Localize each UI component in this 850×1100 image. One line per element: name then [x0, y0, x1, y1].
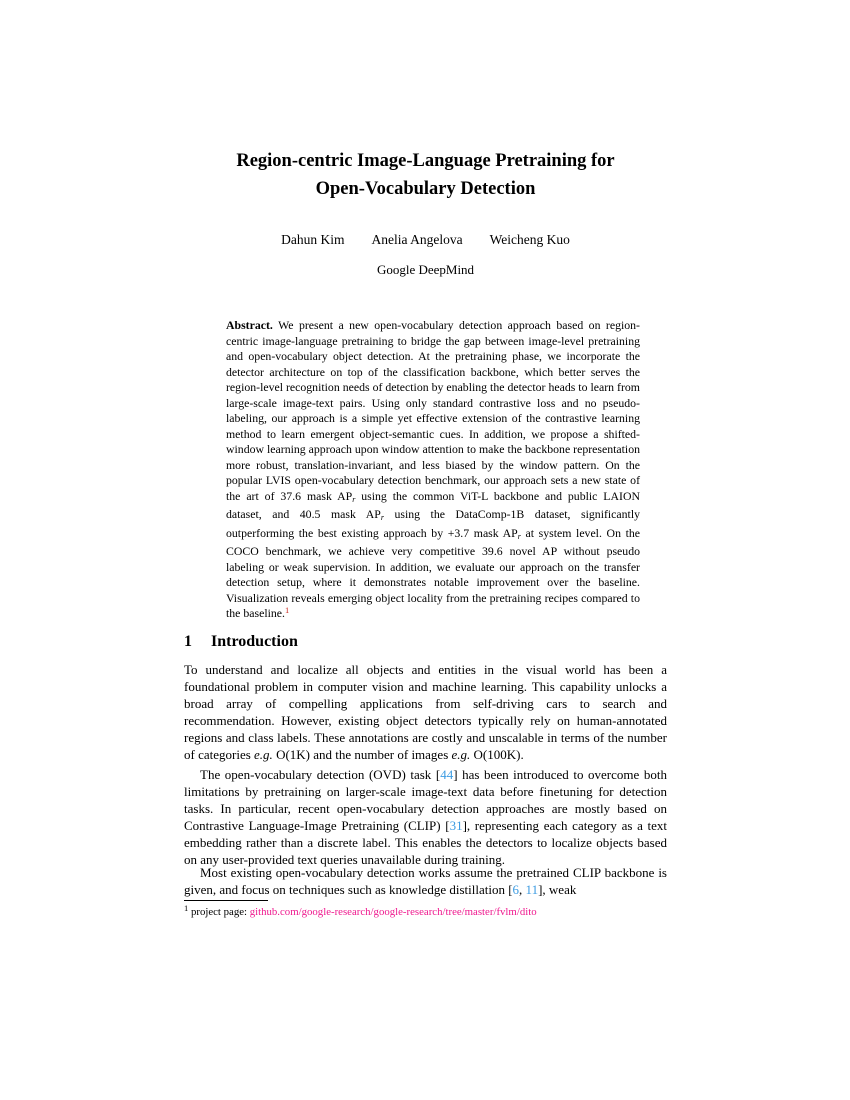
abstract-label: Abstract. [226, 318, 273, 332]
paragraph-text: , [519, 882, 526, 897]
project-page-link[interactable]: github.com/google-research/google-research/tree/master/fvlm/dito [249, 906, 537, 918]
paper-title [184, 147, 667, 203]
footnote-marker: 1 [184, 903, 189, 913]
section-heading-introduction [184, 632, 667, 652]
footnote-rule [184, 900, 268, 901]
footnote-reference-link[interactable]: 1 [284, 605, 290, 615]
intro-paragraph-2 [184, 766, 667, 868]
paragraph-text: ], representing each category as a text embedding rather than a discrete label. This enables the detectors to localize objects based on any user-provided text queries unavailable during training. [184, 818, 668, 867]
paper-title-line1: Region-centric Image-Language Pretraining for [236, 151, 615, 171]
author-name: Dahun Kim [281, 232, 345, 247]
ap-subscript: r [380, 513, 384, 522]
author-name: Weicheng Kuo [489, 232, 570, 247]
abstract-text: at system level. On the COCO benchmark, we achieve very competitive 39.6 novel AP without pseudo labeling or weak supervision. In addition, we evaluate our approach on the transfer detection setup, where it demonstrates notable improvement over the baseline. Visualization reveals emerging object locality from the pretraining recipes compared to the baseline. [226, 525, 641, 620]
intro-paragraph-3 [184, 864, 667, 898]
abstract-text: using the common ViT-L backbone and public LAION dataset, and 40.5 mask AP [226, 488, 640, 521]
section-number: 1 [184, 633, 192, 650]
affiliation: Google DeepMind [376, 262, 475, 277]
paragraph-text: O(1K) and the number of images [272, 747, 452, 762]
paper-title-line2: Open-Vocabulary Detection [315, 179, 536, 199]
footnote [184, 900, 667, 919]
footnote-line [184, 905, 667, 919]
italic-eg: e.g. [451, 747, 471, 762]
italic-eg: e.g. [254, 747, 273, 762]
footnote-label: project page: [188, 906, 250, 918]
abstract [226, 318, 640, 622]
author-name: Anelia Angelova [371, 232, 463, 247]
paragraph-text: The open-vocabulary detection (OVD) task [ [200, 767, 441, 782]
paragraph-text: ], weak [538, 882, 577, 897]
paragraph-text: ] has been introduced to overcome both limitations by pretraining on larger-scale image-text data before finetuning for detection tasks. In particular, recent open-vocabulary detection approaches are mostly based on Contrastive Language-Image Pretraining (CLIP) [ [184, 767, 667, 833]
section-title: Introduction [211, 633, 298, 650]
citation-link[interactable]: 11 [525, 882, 539, 897]
author-list [184, 232, 667, 248]
abstract-text: We present a new open-vocabulary detection approach based on region-centric image-language pretraining to bridge the gap between image-level pretraining and open-vocabulary object detection. At the pretraining phase, we incorporate the detector architecture on top of the classification backbone, which better serves the region-level recognition needs of detection by enabling the detector heads to learn from large-scale image-text pairs. Using only standard contrastive loss and no pseudo-labeling, our approach is a simple yet effective extension of the contrastive learning method to learn emergent object-semantic cues. In addition, we propose a shifted-window learning approach upon window attention to make the backbone representation more robust, translation-invariant, and less biased by the window pattern. On the popular LVIS open-vocabulary detection benchmark, our approach sets a new state of the art of 37.6 mask AP [226, 318, 640, 503]
citation-link[interactable]: 6 [512, 882, 520, 897]
paragraph-text: Most existing open-vocabulary detection works assume the pretrained CLIP backbone is given, and focus on techniques such as knowledge distillation [ [184, 865, 667, 897]
ap-subscript: r [352, 494, 356, 504]
text-column [184, 0, 667, 1100]
ap-subscript: r [517, 531, 521, 541]
citation-link[interactable]: 44 [440, 767, 454, 782]
intro-paragraph-1 [184, 661, 667, 763]
abstract-text: using the DataComp-1B dataset, significantly outperforming the best existing approach by +3.7 mask AP [226, 507, 641, 540]
citation-link[interactable]: 31 [449, 818, 463, 833]
paragraph-text: To understand and localize all objects and entities in the visual world has been a foundational problem in computer vision and machine learning. This capability unlocks a broad array of compelling applications from self-driving cars to search and recommendation. However, existing object detectors typically rely on human-annotated regions and class labels. These annotations are costly and unscalable in terms of the number of categories [184, 662, 667, 762]
paragraph-text: O(100K). [470, 747, 524, 762]
